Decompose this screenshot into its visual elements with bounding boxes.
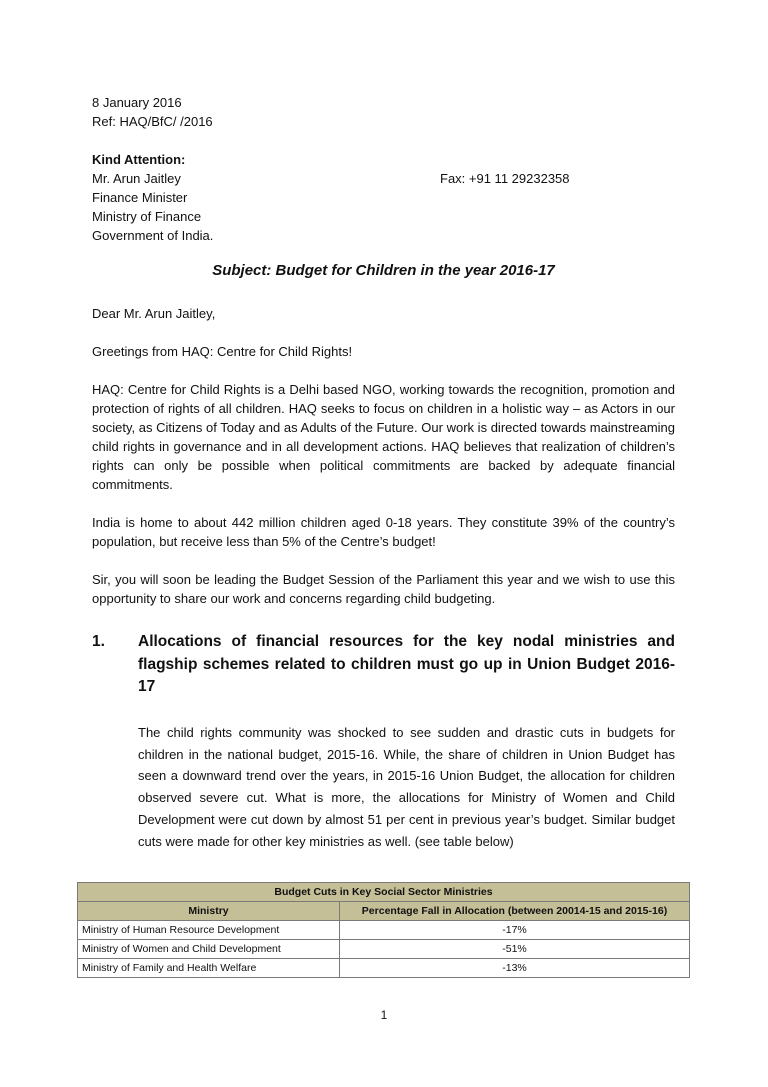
recipient-name: Mr. Arun Jaitley — [92, 171, 181, 186]
ministry-cell: Ministry of Women and Child Development — [78, 940, 340, 959]
ministry-cell: Ministry of Family and Health Welfare — [78, 959, 340, 978]
section-number: 1. — [92, 633, 105, 650]
ministry-cell: Ministry of Human Resource Development — [78, 921, 340, 940]
table-row — [78, 921, 690, 940]
table-title: Budget Cuts in Key Social Sector Ministries — [78, 883, 690, 902]
salutation: Dear Mr. Arun Jaitley, — [92, 306, 216, 321]
paragraph-statistics: India is home to about 442 million children aged 0-18 years. They constitute 39% of the country’s population, but receive less than 5% of the Centre’s budget! — [92, 515, 675, 549]
section-body: The child rights community was shocked to see sudden and drastic cuts in budgets for children in the national budget, 2015-16. While, the share of children in Union Budget has seen a downward trend over the years, in 2015-16 Union Budget, the allocation for children observed severe cut. What is more, the allocations for Ministry of Women and Child Development were cut down by almost 51 per cent in previous year’s budget. Similar budget cuts were made for other key ministries as well. (see table below) — [138, 725, 675, 849]
table-row — [78, 940, 690, 959]
greeting: Greetings from HAQ: Centre for Child Rights! — [92, 344, 353, 359]
recipient-government: Government of India. — [92, 228, 214, 243]
paragraph-budget-session: Sir, you will soon be leading the Budget Session of the Parliament this year and we wish to use this opportunity to share our work and concerns regarding child budgeting. — [92, 572, 675, 606]
budget-cuts-table — [77, 882, 690, 978]
attention-label: Kind Attention: — [92, 152, 186, 167]
table-title-row — [78, 883, 690, 902]
column-header-ministry: Ministry — [78, 902, 340, 921]
percentage-cell: -51% — [340, 940, 690, 959]
column-header-percentage: Percentage Fall in Allocation (between 20014-15 and 2015-16) — [340, 902, 690, 921]
letter-reference: Ref: HAQ/BfC/ /2016 — [92, 114, 213, 129]
subject-line: Subject: Budget for Children in the year 2016-17 — [212, 262, 555, 279]
page-number: 1 — [380, 1008, 388, 1022]
section-heading: Allocations of financial resources for the key nodal ministries and flagship schemes related to children must go up in Union Budget 2016-17 — [138, 633, 675, 695]
table-header-row — [78, 902, 690, 921]
paragraph-about-haq: HAQ: Centre for Child Rights is a Delhi based NGO, working towards the recognition, promotion and protection of rights of all children. HAQ seeks to focus on children in a holistic way – as Actors in our society, as Citizens of Today and as Adults of the Future. Our work is directed towards mainstreaming child rights in governance and in all development actions. HAQ believes that realization of children’s rights can only be possible when political commitments are backed by adequate financial commitments. — [92, 382, 675, 492]
table-row — [78, 959, 690, 978]
percentage-cell: -17% — [340, 921, 690, 940]
recipient-title: Finance Minister — [92, 190, 188, 205]
letter-date: 8 January 2016 — [92, 95, 182, 110]
fax-number: Fax: +91 11 29232358 — [440, 171, 570, 186]
percentage-cell: -13% — [340, 959, 690, 978]
recipient-ministry: Ministry of Finance — [92, 209, 202, 224]
